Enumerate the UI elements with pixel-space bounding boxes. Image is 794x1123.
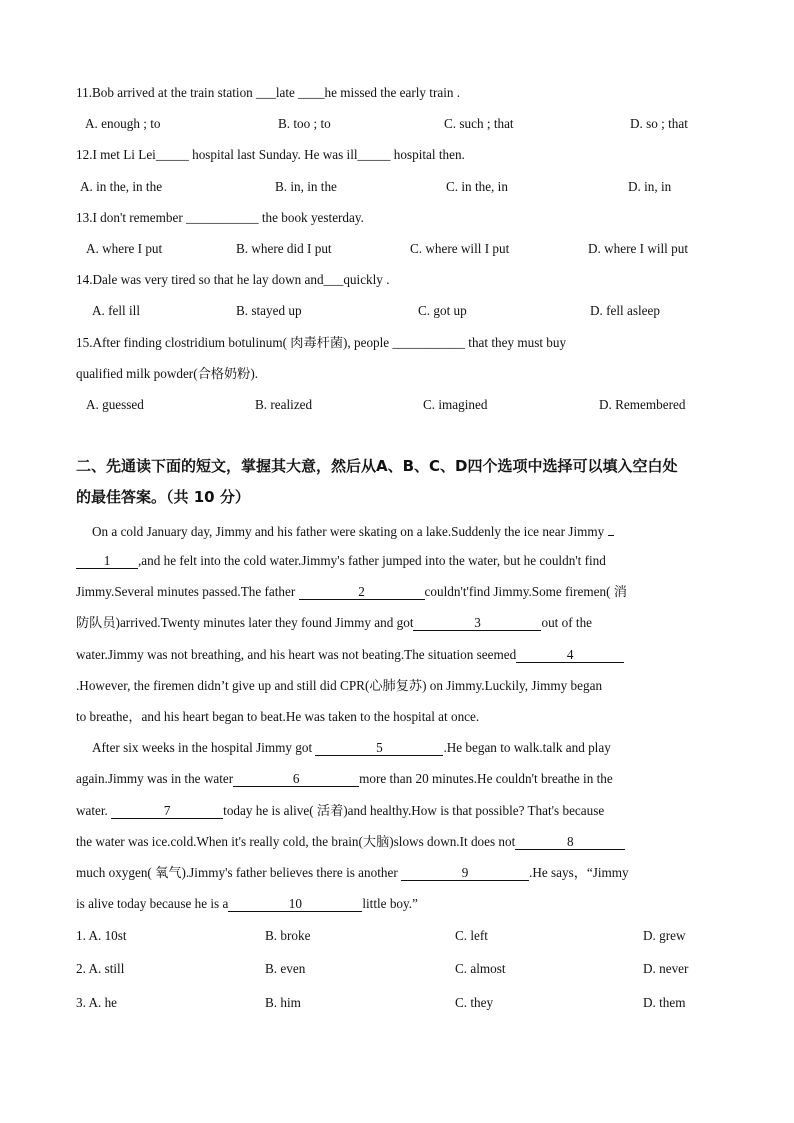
passage-line-1: On a cold January day, Jimmy and his father were skating on a lake.Suddenly the ice near Jimmy [92,521,734,541]
q13-option-d: D. where I will put [588,241,688,256]
passage-line-2: 1 ,and he felt into the cold water.Jimmy's father jumped into the water, but he couldn't find [76,552,718,570]
answer-1-option-d: D. grew [643,928,686,943]
passage-line-12: much oxygen( 氧气).Jimmy's father believes there is another 9 .He says，“Jimmy [76,865,629,880]
blank-2: 2 [299,585,425,600]
q15-option-a: A. guessed [86,397,144,412]
question-15-stem-continued: qualified milk powder(合格奶粉). [76,366,259,381]
q15-option-c: C. imagined [423,397,488,412]
blank-3: 3 [413,616,541,631]
question-15-stem: 15.After finding clostridium botulinum( 肉毒杆菌), people ___________ that they must buy [76,335,567,350]
blank-8: 8 [515,835,625,850]
passage-line-8: After six weeks in the hospital Jimmy got 5 .He began to walk.talk and play [92,740,611,755]
blank-10: 10 [228,897,362,912]
answer-2-option-d: D. never [643,961,689,976]
passage-line-9: again.Jimmy was in the water 6 more than 20 minutes.He couldn't breathe in the [76,771,613,786]
section-2-heading: 二、先通读下面的短文，掌握其大意，然后从A、B、C、D四个选项中选择可以填入空白处 [76,457,678,475]
q12-option-b: B. in, in the [275,179,337,194]
answer-1-option-c: C. left [455,928,488,943]
q11-option-c: C. such ; that [444,116,514,131]
answer-1-option-a: 1. A. 10st [76,928,127,943]
q13-option-b: B. where did I put [236,241,332,256]
q12-option-d: D. in, in [628,179,672,194]
q14-option-b: B. stayed up [236,303,302,318]
question-12-stem: 12.I met Li Lei_____ hospital last Sunday. He was ill_____ hospital then. [76,147,465,162]
q11-option-d: D. so ; that [630,116,688,131]
blank-6: 6 [233,772,359,787]
q14-option-d: D. fell asleep [590,303,660,318]
blank-7: 7 [111,804,223,819]
passage-line-5: water.Jimmy was not breathing, and his heart was not beating.The situation seemed 4 [76,646,718,664]
question-14-stem: 14.Dale was very tired so that he lay down and___quickly . [76,272,390,287]
q12-option-a: A. in the, in the [80,179,163,194]
passage-line-11: the water was ice.cold.When it's really cold, the brain(大脑)slows down.It does not 8 [76,833,718,851]
q13-option-a: A. where I put [86,241,163,256]
q14-option-c: C. got up [418,303,467,318]
passage-line-7: to breathe，and his heart began to beat.He was taken to the hospital at once. [76,709,480,724]
blank-1: 1 [76,554,138,569]
q15-option-d: D. Remembered [599,397,686,412]
q11-option-b: B. too ; to [278,116,331,131]
q14-option-a: A. fell ill [92,303,140,318]
q13-option-c: C. where will I put [410,241,510,256]
blank-1-lead [608,521,614,536]
answer-3-option-b: B. him [265,995,301,1010]
question-13-stem: 13.I don't remember ___________ the book yesterday. [76,210,364,225]
answer-2-option-a: 2. A. still [76,961,125,976]
answer-3-option-c: C. they [455,995,494,1010]
passage-line-3: Jimmy.Several minutes passed.The father 2 couldn't'find Jimmy.Some firemen( 消 [76,584,627,599]
passage-line-4: 防队员)arrived.Twenty minutes later they found Jimmy and got 3 out of the [76,615,593,630]
blank-5: 5 [315,741,443,756]
q12-option-c: C. in the, in [446,179,508,194]
answer-3-option-d: D. them [643,995,686,1010]
blank-9: 9 [401,866,529,881]
section-2-heading-continued: 的最佳答案。（共 10 分） [76,488,250,506]
passage-line-13: is alive today because he is a 10 little boy.” [76,896,418,911]
question-11-stem: 11.Bob arrived at the train station ___late ____he missed the early train . [76,85,461,100]
q15-option-b: B. realized [255,397,313,412]
answer-2-option-c: C. almost [455,961,506,976]
q11-option-a: A. enough ; to [85,116,161,131]
passage-line-6: .However, the firemen didn’t give up and still did CPR(心肺复苏) on Jimmy.Luckily, Jimmy began [76,678,603,693]
answer-3-option-a: 3. A. he [76,995,118,1010]
answer-2-option-b: B. even [265,961,306,976]
passage-line-10: water. 7 today he is alive( 活着)and healthy.How is that possible? That's because [76,803,605,818]
answer-1-option-b: B. broke [265,928,311,943]
blank-4: 4 [516,648,624,663]
